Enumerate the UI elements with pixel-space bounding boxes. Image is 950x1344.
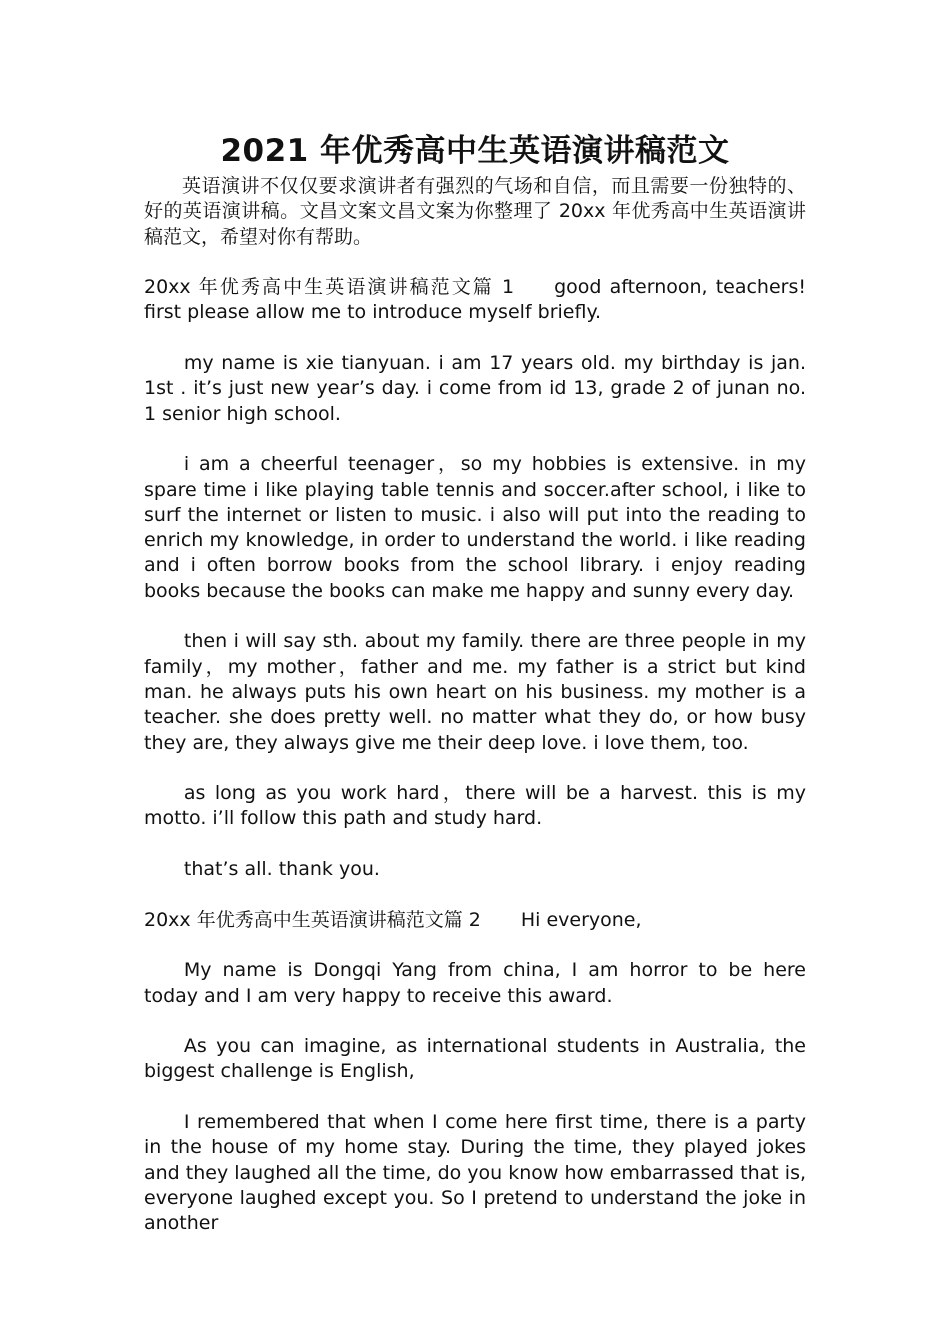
section-2-heading-line bbox=[144, 908, 806, 933]
section-1-paragraph: i am a cheerful teenager，so my hobbies is extensive. in my spare time i like playing table tennis and soccer.after school, i like to surf the internet or listen to music. i also will put into the reading to enrich my knowledge, in order to understand the world. i like reading and i often borrow books from the school library. i enjoy reading books because the books can make me happy and sunny every day. bbox=[144, 453, 813, 602]
document-title: 2021 年优秀高中生英语演讲稿范文 bbox=[220, 133, 730, 169]
intro-paragraph: 英语演讲不仅仅要求演讲者有强烈的气场和自信，而且需要一份独特的、好的英语演讲稿。文昌文案文昌文案为你整理了 20xx 年优秀高中生英语演讲稿范文，希望对你有帮助。 bbox=[144, 175, 806, 248]
section-2-first-line: Hi everyone, bbox=[520, 908, 642, 931]
section-2-heading: 20xx 年优秀高中生英语演讲稿范文篇 2 bbox=[144, 908, 481, 931]
section-2-paragraph: My name is Dongqi Yang from china, I am horror to be here today and I am very happy to receive this award. bbox=[144, 959, 813, 1007]
section-1-paragraph: then i will say sth. about my family. there are three people in my family，my mother，father and me. my father is a strict but kind man. he always puts his own heart on his business. my mother is a teacher. she does pretty well. no matter what they do, or how busy they are, they always give me their deep love. i love them, too. bbox=[144, 630, 813, 754]
section-1-heading: 20xx 年优秀高中生英语演讲稿范文篇 1 bbox=[144, 276, 515, 299]
section-1-paragraph: my name is xie tianyuan. i am 17 years old. my birthday is jan. 1st . it’s just new year’s day. i come from id 13, grade 2 of junan no. 1 senior high school. bbox=[144, 352, 813, 425]
section-1-first-line: good afternoon, teachers! first please allow me to introduce myself briefly. bbox=[144, 276, 813, 324]
document-body bbox=[144, 130, 813, 1236]
section-2-paragraph: I remembered that when I come here first time, there is a party in the house of my home stay. During the time, they played jokes and they laughed all the time, do you know how embarrassed that is, everyone laughed except you. So I pretend to understand the joke in another bbox=[144, 1110, 813, 1235]
section-1-heading-line bbox=[144, 275, 813, 326]
section-2-paragraph: As you can imagine, as international students in Australia, the biggest challenge is English, bbox=[144, 1035, 813, 1083]
section-1-paragraph: that’s all. thank you. bbox=[183, 858, 380, 881]
section-1-paragraph: as long as you work hard，there will be a harvest. this is my motto. i’ll follow this path and study hard. bbox=[144, 782, 813, 830]
